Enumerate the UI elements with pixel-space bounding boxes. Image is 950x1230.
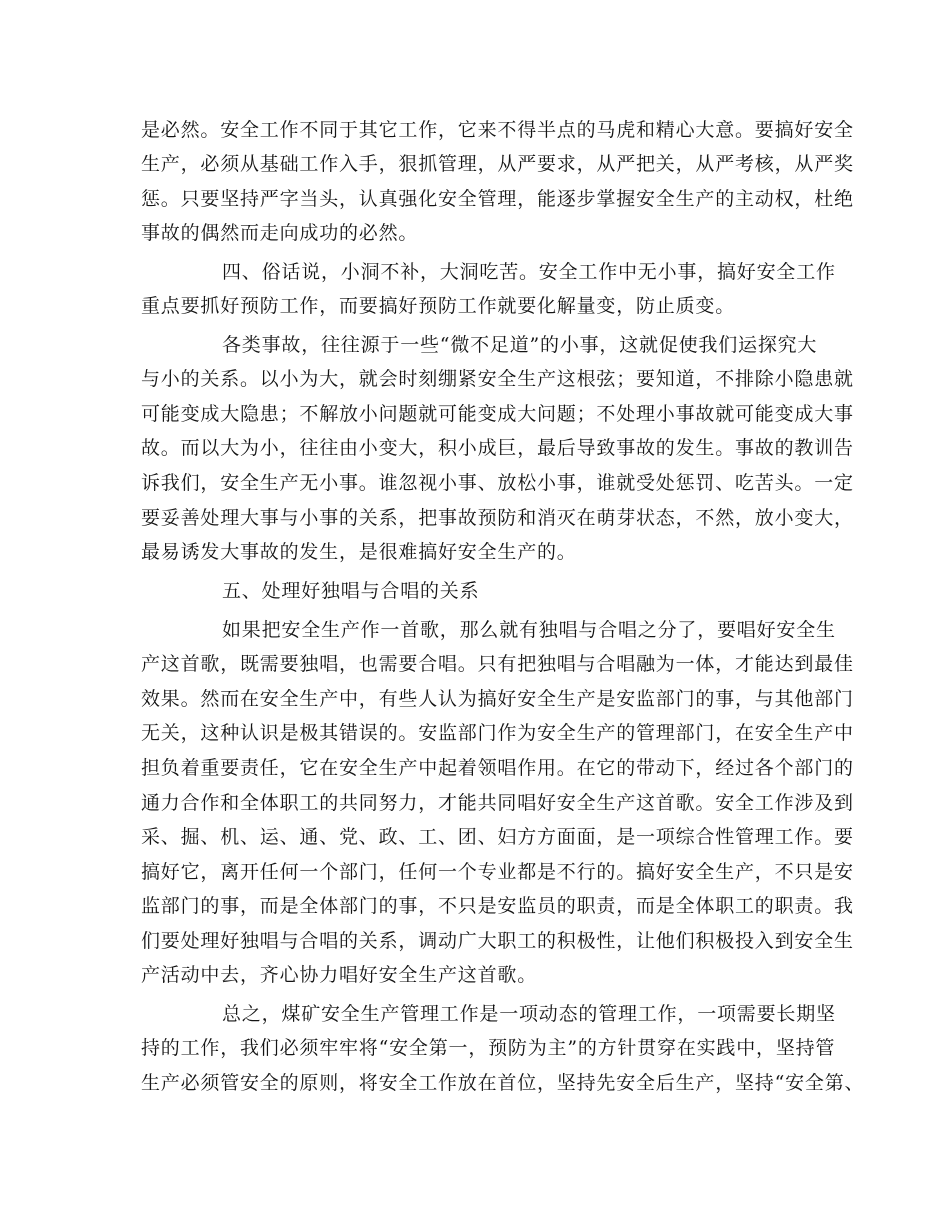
body-line: 采、掘、机、运、通、党、政、工、团、妇方方面面，是一项综合性管理工作。要 — [141, 826, 854, 848]
body-line: 无关，这种认识是极其错误的。安监部门作为安全生产的管理部门，在安全生产中 — [141, 722, 854, 744]
section-heading-4: 四、俗话说，小洞不补，大洞吃苦。安全工作中无小事，搞好安全工作 — [222, 261, 836, 283]
body-line: 要妥善处理大事与小事的关系，把事故预防和消灭在萌芽状态，不然，放小变大， — [141, 507, 854, 529]
body-line: 持的工作，我们必须牢牢将“安全第一，预防为主”的方针贯穿在实践中，坚持管 — [141, 1037, 836, 1059]
body-line: 们要处理好独唱与合唱的关系，调动广大职工的积极性，让他们积极投入到安全生 — [141, 930, 854, 952]
body-line: 最易诱发大事故的发生，是很难搞好安全生产的。 — [141, 541, 577, 563]
body-line: 重点要抓好预防工作，而要搞好预防工作就要化解量变，防止质变。 — [141, 295, 736, 317]
body-line: 诉我们，安全生产无小事。谁忽视小事、放松小事，谁就受处惩罚、吃苦头。一定 — [141, 472, 854, 494]
paragraph-start-line: 总之，煤矿安全生产管理工作是一项动态的管理工作，一项需要长期坚 — [222, 1003, 836, 1025]
body-line: 通力合作和全体职工的共同努力，才能共同唱好安全生产这首歌。安全工作涉及到 — [141, 792, 854, 814]
body-line: 是必然。安全工作不同于其它工作，它来不得半点的马虎和精心大意。要搞好安全 — [141, 119, 854, 141]
body-line: 产这首歌，既需要独唱，也需要合唱。只有把独唱与合唱融为一体，才能达到最佳 — [141, 653, 854, 675]
body-line: 故。而以大为小，往往由小变大，积小成巨，最后导致事故的发生。事故的教训告 — [141, 437, 854, 459]
body-line: 生产，必须从基础工作入手，狠抓管理，从严要求，从严把关，从严考核，从严奖 — [141, 153, 854, 175]
body-line: 可能变成大隐患；不解放小问题就可能变成大问题；不处理小事故就可能变成大事 — [141, 403, 854, 425]
body-line: 担负着重要责任，它在安全生产中起着领唱作用。在它的带动下，经过各个部门的 — [141, 757, 854, 779]
body-line: 事故的偶然而走向成功的必然。 — [141, 222, 419, 244]
body-line: 效果。然而在安全生产中，有些人认为搞好安全生产是安监部门的事，与其他部门 — [141, 688, 854, 710]
body-line: 惩。只要坚持严字当头，认真强化安全管理，能逐步掌握安全生产的主动权，杜绝 — [141, 188, 854, 210]
paragraph-start-line: 各类事故，往往源于一些“微不足道”的小事，这就促使我们运探究大 — [222, 334, 818, 356]
body-line: 监部门的事，而是全体部门的事，不只是安监员的职责，而是全体职工的职责。我 — [141, 895, 854, 917]
paragraph-start-line: 如果把安全生产作一首歌，那么就有独唱与合唱之分了，要唱好安全生 — [222, 619, 836, 641]
body-line: 产活动中去，齐心协力唱好安全生产这首歌。 — [141, 964, 538, 986]
body-line: 搞好它，离开任何一个部门，任何一个专业都是不行的。搞好安全生产，不只是安 — [141, 861, 854, 883]
section-heading-5: 五、处理好独唱与合唱的关系 — [222, 580, 480, 602]
body-line: 与小的关系。以小为大，就会时刻绷紧安全生产这根弦；要知道，不排除小隐患就 — [141, 368, 854, 390]
body-line: 生产必须管安全的原则，将安全工作放在首位，坚持先安全后生产，坚持“安全第、 — [141, 1072, 865, 1094]
